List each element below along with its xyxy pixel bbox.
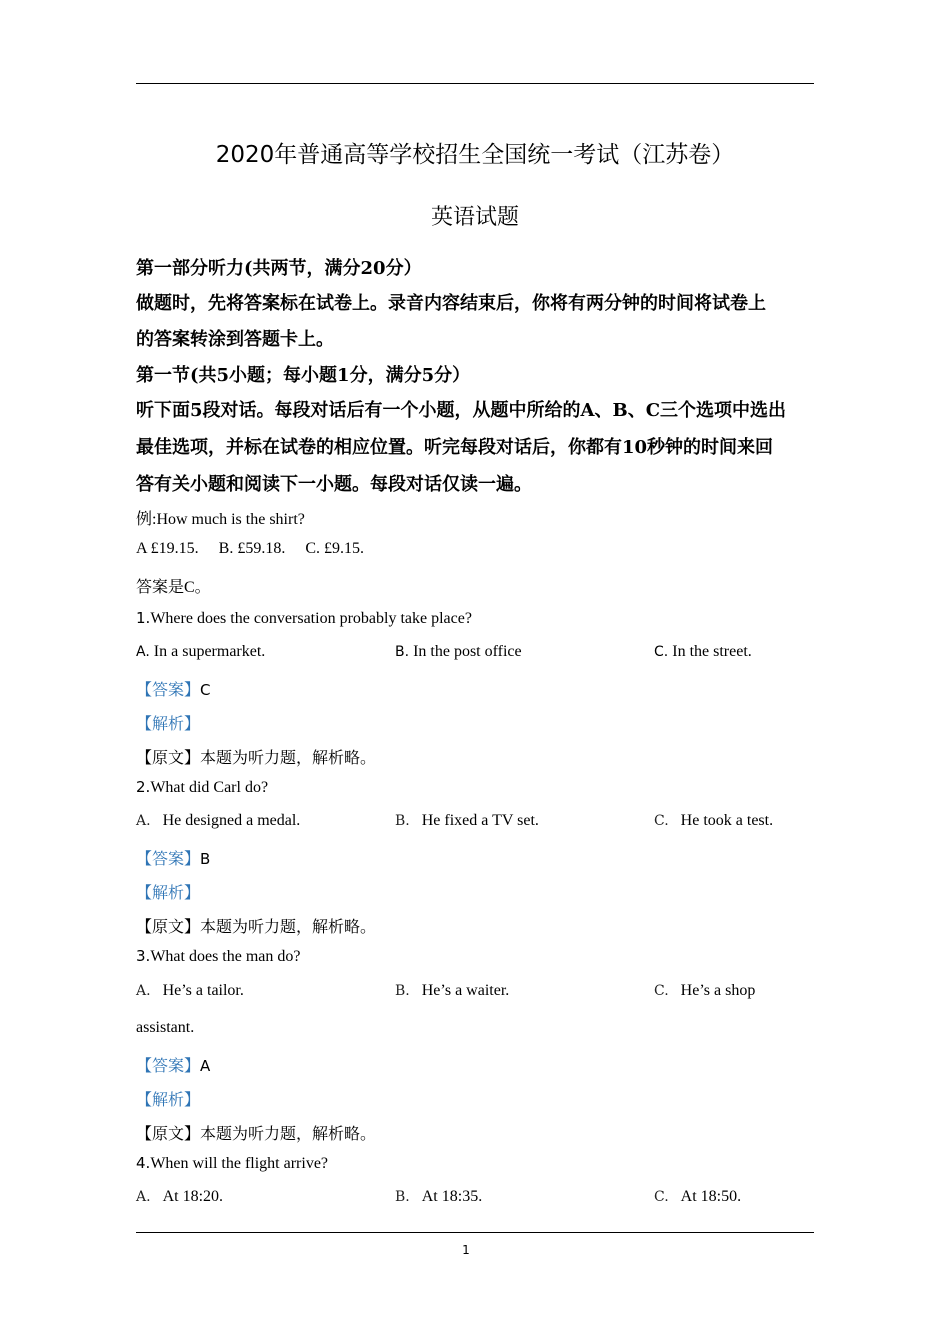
footer-rule [136,1232,814,1233]
answer-label: 【答案】 [136,1058,201,1075]
source-text: 本题为听力题，解析略。 [200,919,377,936]
source-line [136,745,376,768]
question-number: 3. [136,947,151,965]
source-text: 本题为听力题，解析略。 [200,750,377,767]
header-rule [136,83,814,84]
question-number: 2. [136,778,151,796]
question-text: Where does the conversation probably take place? [150,610,472,627]
question-3-options [136,982,814,1004]
source-label: 【原文】 [136,919,201,936]
answer-line [136,677,211,700]
option-b: B. He fixed a TV set. [395,812,539,829]
question-text: What does the man do? [150,948,301,965]
option-a: A. In a supermarket. [136,643,266,660]
example-question: 例:How much is the shirt? [136,511,305,528]
question-1 [136,609,472,628]
option-continuation: assistant. [136,1019,195,1036]
option-c: C. At 18:50. [654,1188,742,1205]
example-options: A £19.15. B. £59.18. C. £9.15. [136,540,365,557]
section-instruction-line: 答有关小题和阅读下一小题。每段对话仅读一遍。 [136,474,532,495]
question-4 [136,1154,328,1173]
exam-subtitle: 英语试题 [430,205,519,230]
question-1-options [136,643,814,665]
answer-value: C [200,681,211,699]
source-line [136,1121,376,1144]
question-text: When will the flight arrive? [150,1155,329,1172]
question-2 [136,778,268,797]
answer-label: 【答案】 [136,851,201,868]
option-b: B. At 18:35. [395,1188,483,1205]
source-text: 本题为听力题，解析略。 [200,1126,377,1143]
question-2-options [136,812,814,834]
option-c: C. In the street. [654,643,752,660]
answer-label: 【答案】 [136,682,201,699]
part-instruction-line: 的答案转涂到答题卡上。 [136,329,334,350]
source-line [136,914,376,937]
section-instruction-line: 听下面5段对话。每段对话后有一个小题，从题中所给的A、B、C三个选项中选出 [136,400,787,421]
analysis-label: 【解析】 [136,716,201,733]
option-a: A. He designed a medal. [136,812,301,829]
option-a: A. At 18:20. [136,1188,224,1205]
section-instruction-line: 最佳选项，并标在试卷的相应位置。听完每段对话后，你都有10秒钟的时间来回 [136,437,774,458]
question-text: What did Carl do? [150,779,269,796]
question-number: 1. [136,609,151,627]
option-a: A. He’s a tailor. [136,982,244,999]
part-instruction-line: 做题时，先将答案标在试卷上。录音内容结束后，你将有两分钟的时间将试卷上 [136,293,766,314]
answer-line [136,1053,210,1076]
exam-title: 2020年普通高等学校招生全国统一考试（江苏卷） [215,142,735,168]
answer-line [136,846,210,869]
option-c: C. He took a test. [654,812,774,829]
answer-value: B [200,850,211,868]
source-label: 【原文】 [136,1126,201,1143]
section-heading: 第一节(共5小题；每小题1分，满分5分） [136,365,471,386]
question-4-options [136,1188,814,1210]
option-b: B. He’s a waiter. [395,982,510,999]
page-number: 1 [462,1243,470,1257]
analysis-label: 【解析】 [136,885,201,902]
example-answer: 答案是C。 [136,579,211,596]
question-3 [136,947,300,966]
analysis-label: 【解析】 [136,1092,201,1109]
answer-value: A [200,1057,211,1075]
source-label: 【原文】 [136,750,201,767]
option-c: C. He’s a shop [654,982,756,999]
question-number: 4. [136,1154,151,1172]
option-b: B. In the post office [395,643,522,660]
part-heading: 第一部分听力(共两节，满分20分） [136,258,422,279]
